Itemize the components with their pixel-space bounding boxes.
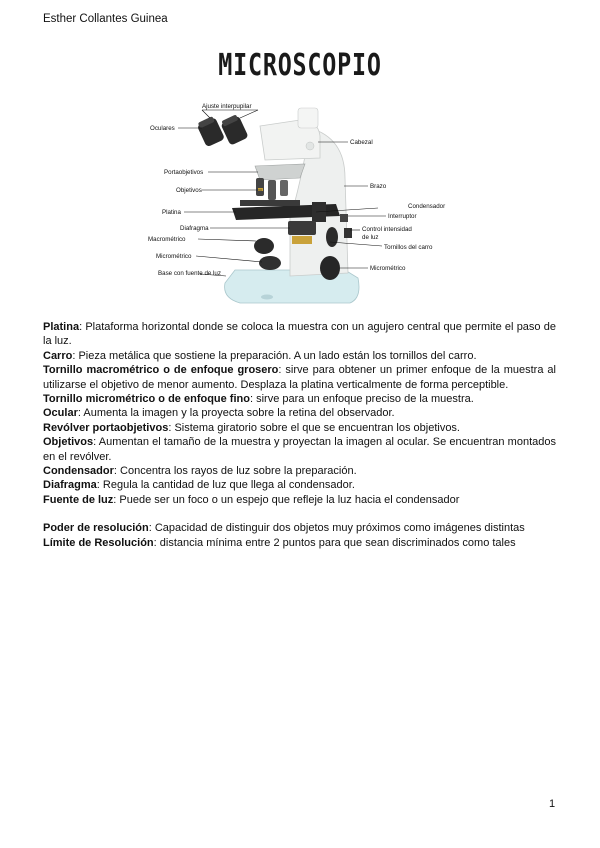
definition-paragraph: Platina: Plataforma horizontal donde se coloca la muestra con un agujero central que permite el paso de la luz.: [43, 321, 556, 348]
label-micrometrico-right: Micrométrico: [370, 265, 406, 272]
definition-paragraph: Condensador: Concentra los rayos de luz sobre la preparación.: [43, 465, 357, 478]
label-condensador: Condensador: [408, 203, 446, 210]
label-micrometrico-left: Micrométrico: [156, 253, 192, 260]
label-ajuste-interpupilar: Ajuste interpupilar: [202, 103, 252, 110]
page-number: 1: [549, 798, 556, 810]
definition-paragraph: Diafragma: Regula la cantidad de luz que llega al condensador.: [43, 479, 355, 492]
author-name: Esther Collantes Guinea: [43, 13, 168, 25]
label-brazo: Brazo: [370, 183, 387, 190]
label-oculares: Oculares: [150, 125, 175, 132]
label-cabezal: Cabezal: [350, 139, 373, 146]
label-objetivos: Objetivos: [176, 187, 202, 194]
microscope-diagram: [140, 98, 470, 313]
definition-paragraph: Tornillo macrométrico o de enfoque grosero: sirve para obtener un primer enfoque de la muestra al utilizarse el objetivo de menor aumento. Desplaza la platina verticalmente de forma perceptible.: [43, 364, 556, 391]
definition-paragraph: Poder de resolución: Capacidad de distinguir dos objetos muy próximos como imágenes distintas: [43, 522, 525, 535]
definitions-body: [43, 320, 556, 550]
definition-paragraph: Ocular: Aumenta la imagen y la proyecta sobre la retina del observador.: [43, 407, 395, 420]
definition-paragraph: Tornillo micrométrico o de enfoque fino: sirve para un enfoque preciso de la muestra.: [43, 393, 474, 406]
page-title: MICROSCOPIO: [218, 48, 382, 83]
label-interruptor: Interruptor: [388, 213, 417, 220]
definition-paragraph: Carro: Pieza metálica que sostiene la preparación. A un lado están los tornillos del carro.: [43, 349, 477, 362]
definition-paragraph: Fuente de luz: Puede ser un foco o un espejo que refleje la luz hacia el condensador: [43, 493, 460, 506]
microscope-illustration: [140, 98, 470, 313]
label-platina: Platina: [162, 209, 181, 216]
label-base-fuente-luz: Base con fuente de luz: [158, 270, 221, 277]
label-diafragma: Diafragma: [180, 225, 209, 232]
definition-paragraph: Límite de Resolución: distancia mínima entre 2 puntos para que sean discriminados como tales: [43, 536, 516, 549]
definition-paragraph: Objetivos: Aumentan el tamaño de la muestra y proyectan la imagen al ocular. Se encuentran montados en el revólver.: [43, 436, 556, 463]
label-tornillos-carro: Tornillos del carro: [384, 244, 433, 251]
label-control-intensidad: Control intensidad: [362, 226, 412, 233]
label-portaobjetivos: Portaobjetivos: [164, 169, 204, 176]
label-macrometrico: Macrométrico: [148, 236, 186, 243]
label-control-luz: de luz: [362, 234, 379, 241]
definition-paragraph: Revólver portaobjetivos: Sistema giratorio sobre el que se encuentran los objetivos.: [43, 421, 460, 434]
